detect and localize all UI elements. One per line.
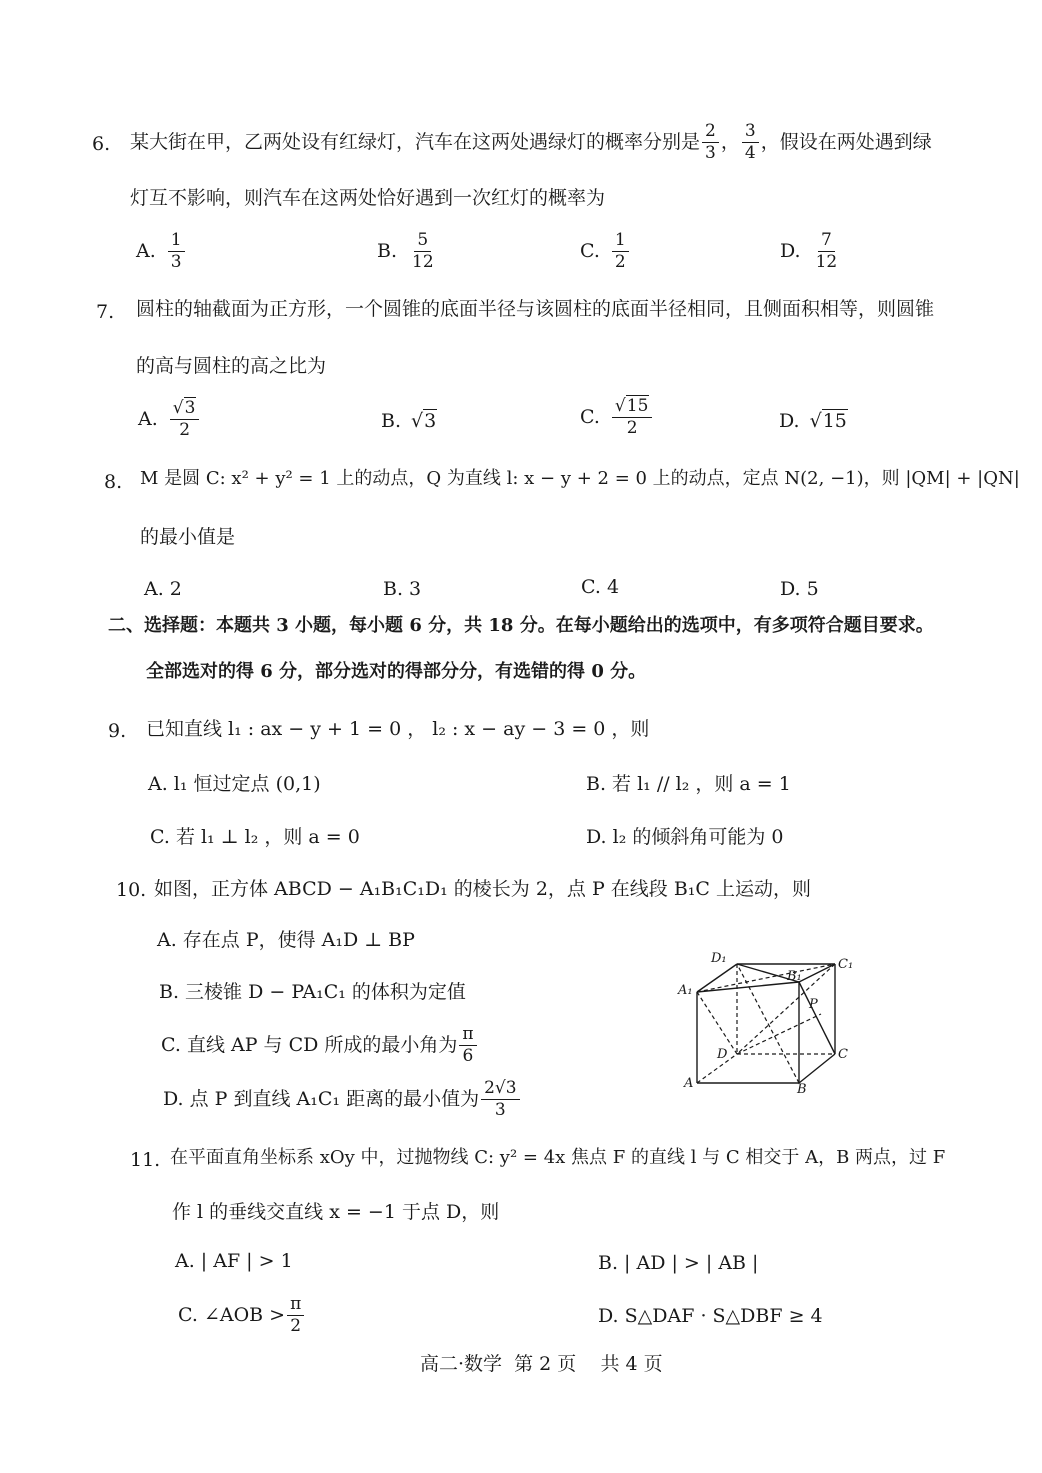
q7-option-c: C. $\frac{√15}{2}$ [580, 398, 654, 437]
q6-option-c: C. $\frac{1}{2}$ [580, 232, 631, 271]
q8-line1: M 是圆 C: x² + y² = 1 上的动点，Q 为直线 l: x − y + 2 = 0 上的动点，定点 N(2, −1)，则 |QM| + |QN| [140, 468, 1020, 489]
q6-prob2: $\frac{3}{4}$ [742, 123, 759, 162]
q6-prob1: $\frac{2}{3}$ [702, 123, 719, 162]
q7-option-b: B. √3 [381, 410, 437, 432]
label-c: C [838, 1047, 848, 1062]
q11-line2: 作 l 的垂线交直线 x = −1 于点 D，则 [172, 1201, 500, 1223]
q11-option-c: C. ∠AOB > $\frac{\pi}{2}$ [178, 1296, 306, 1335]
q11-option-b: B. | AD | > | AB | [598, 1252, 759, 1274]
q6-option-b: B. $\frac{5}{12}$ [377, 230, 434, 272]
q8-option-a: A. 2 [144, 578, 182, 600]
q7-number: 7. [96, 301, 115, 323]
label-b: B [797, 1082, 807, 1096]
cube-figure [675, 946, 865, 1096]
q6-comma: ， [720, 130, 740, 153]
q6-text-b: ，假设在两处遇到绿 [760, 130, 932, 153]
q8-option-b: B. 3 [383, 578, 422, 600]
q11-option-a: A. | AF | > 1 [175, 1250, 293, 1272]
label-c1: C₁ [838, 957, 854, 972]
q10-option-b: B. 三棱锥 D − PA₁C₁ 的体积为定值 [159, 981, 466, 1003]
label-a: A [684, 1076, 694, 1091]
q8-option-d: D. 5 [780, 578, 819, 600]
q11-option-d: D. S△DAF · S△DBF ≥ 4 [598, 1305, 823, 1327]
q8-option-c: C. 4 [581, 576, 620, 598]
q8-line2: 的最小值是 [140, 526, 236, 548]
q10-stem: 如图，正方体 ABCD − A₁B₁C₁D₁ 的棱长为 2，点 P 在线段 B₁C 上运动，则 [154, 878, 811, 900]
q9-option-b: B. 若 l₁ // l₂ ，则 a = 1 [586, 773, 791, 795]
q10-option-a: A. 存在点 P，使得 A₁D ⊥ BP [157, 929, 415, 951]
q6-line2: 灯互不影响，则汽车在这两处恰好遇到一次红灯的概率为 [130, 187, 606, 209]
label-d1: D₁ [711, 951, 727, 966]
q9-option-a: A. l₁ 恒过定点 (0,1) [148, 773, 321, 795]
q10-option-c: C. 直线 AP 与 CD 所成的最小角为 $\frac{\pi}{6}$ [161, 1026, 479, 1065]
q6-text-a: 某大街在甲，乙两处设有红绿灯，汽车在这两处遇绿灯的概率分别是 [130, 130, 701, 153]
q6-line1 [130, 120, 932, 164]
q10-number: 10. [116, 879, 147, 901]
label-d: D [717, 1047, 728, 1062]
q7-line1: 圆柱的轴截面为正方形，一个圆锥的底面半径与该圆柱的底面半径相同，且侧面积相等，则圆锥 [136, 298, 935, 320]
q9-option-d: D. l₂ 的倾斜角可能为 0 [586, 826, 784, 848]
q6-number: 6. [92, 133, 111, 155]
label-a1: A₁ [678, 983, 693, 998]
q7-option-d: D. √15 [779, 410, 847, 432]
q6-option-d: D. $\frac{7}{12}$ [780, 230, 838, 272]
q11-number: 11. [130, 1149, 161, 1171]
page-footer: 高二·数学 第 2 页 共 4 页 [420, 1353, 663, 1375]
q7-option-a: A. $\frac{√3}{2}$ [138, 400, 201, 439]
q9-number: 9. [108, 720, 127, 742]
q11-line1: 在平面直角坐标系 xOy 中，过抛物线 C: y² = 4x 焦点 F 的直线 l 与 C 相交于 A，B 两点，过 F [170, 1147, 946, 1168]
q7-line2: 的高与圆柱的高之比为 [136, 355, 327, 377]
label-b1: B₁ [787, 969, 802, 984]
q8-number: 8. [104, 471, 123, 493]
q6-option-a: A. $\frac{1}{3}$ [136, 232, 187, 271]
section2-title: 二、选择题：本题共 3 小题，每小题 6 分，共 18 分。在每小题给出的选项中，有多项符合题目要求。 [108, 615, 934, 636]
q9-stem: 已知直线 l₁ : ax − y + 1 = 0 ， l₂ : x − ay − 3 = 0 ，则 [146, 718, 650, 740]
section2-note: 全部选对的得 6 分，部分选对的得部分分，有选错的得 0 分。 [146, 661, 647, 682]
q9-option-c: C. 若 l₁ ⊥ l₂ ，则 a = 0 [150, 826, 360, 848]
label-p: P [809, 997, 818, 1012]
q10-option-d: D. 点 P 到直线 A₁C₁ 距离的最小值为 $\frac{2√3}{3}$ [163, 1080, 522, 1119]
